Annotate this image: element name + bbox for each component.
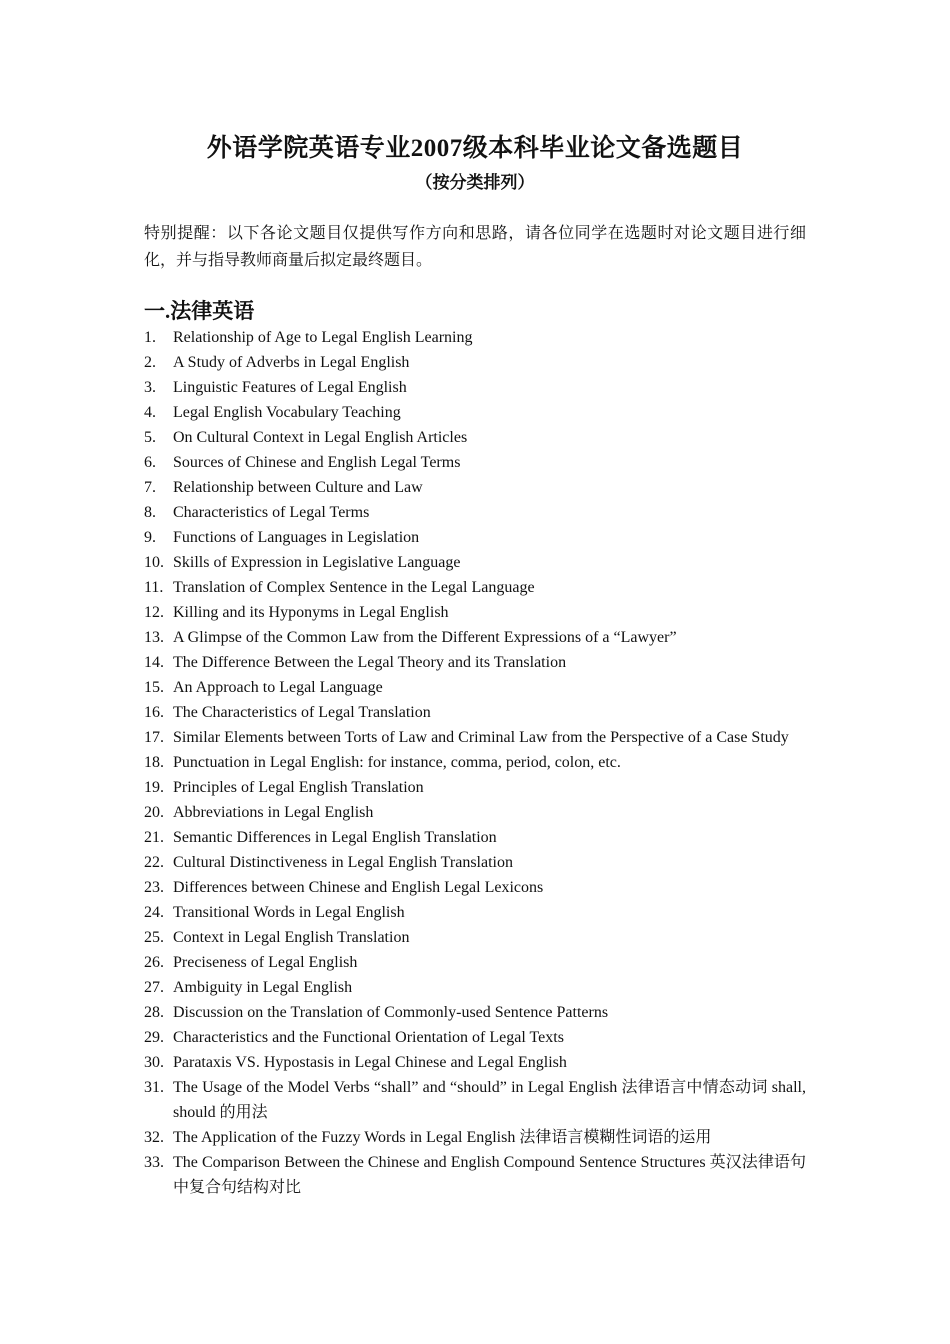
- topic-text: Discussion on the Translation of Commonly-used Sentence Patterns: [173, 1004, 609, 1021]
- section-heading: 一.法律英语: [144, 299, 255, 323]
- section-legal-english: [144, 297, 806, 1200]
- list-item: [144, 950, 806, 975]
- list-item: [144, 325, 806, 350]
- list-item: [144, 575, 806, 600]
- document-subtitle: （按分类排列）: [415, 173, 535, 192]
- topic-list: [144, 325, 806, 1200]
- list-item: [144, 725, 806, 750]
- topic-number: 32.: [144, 1129, 164, 1146]
- list-item: [144, 600, 806, 625]
- topic-number: 19.: [144, 779, 164, 796]
- topic-text: Characteristics of Legal Terms: [173, 504, 370, 521]
- topic-text: The Application of the Fuzzy Words in Legal English 法律语言模糊性词语的运用: [173, 1129, 712, 1146]
- list-item: [144, 1150, 806, 1200]
- topic-text: Ambiguity in Legal English: [173, 979, 353, 996]
- topic-text: Skills of Expression in Legislative Language: [173, 554, 461, 571]
- list-item: [144, 550, 806, 575]
- list-item: [144, 500, 806, 525]
- topic-text: The Difference Between the Legal Theory and its Translation: [173, 654, 567, 671]
- list-item: [144, 825, 806, 850]
- topic-text: A Glimpse of the Common Law from the Different Expressions of a “Lawyer”: [173, 629, 677, 646]
- topic-text: The Usage of the Model Verbs “shall” and “should” in Legal English 法律语言中情态动词 shall, should 的用法: [173, 1079, 806, 1121]
- list-item: [144, 625, 806, 650]
- list-item: [144, 700, 806, 725]
- topic-text: Killing and its Hyponyms in Legal English: [173, 604, 449, 621]
- topic-number: 9.: [144, 529, 156, 546]
- list-item: [144, 775, 806, 800]
- topic-number: 18.: [144, 754, 164, 771]
- topic-number: 1.: [144, 329, 156, 346]
- topic-number: 25.: [144, 929, 164, 946]
- topic-number: 23.: [144, 879, 164, 896]
- topic-text: Transitional Words in Legal English: [173, 904, 405, 921]
- list-item: [144, 1000, 806, 1025]
- topic-text: Translation of Complex Sentence in the Legal Language: [173, 579, 535, 596]
- topic-text: The Comparison Between the Chinese and English Compound Sentence Structures 英汉法律语句中复合句结构对比: [173, 1154, 806, 1196]
- topic-text: Parataxis VS. Hypostasis in Legal Chinese and Legal English: [173, 1054, 567, 1071]
- topic-number: 24.: [144, 904, 164, 921]
- topic-number: 20.: [144, 804, 164, 821]
- list-item: [144, 900, 806, 925]
- list-item: [144, 350, 806, 375]
- topic-number: 14.: [144, 654, 164, 671]
- topic-number: 6.: [144, 454, 156, 471]
- topic-number: 3.: [144, 379, 156, 396]
- topic-number: 22.: [144, 854, 164, 871]
- topic-text: Differences between Chinese and English Legal Lexicons: [173, 879, 544, 896]
- topic-text: Context in Legal English Translation: [173, 929, 410, 946]
- list-item: [144, 475, 806, 500]
- list-item: [144, 800, 806, 825]
- topic-number: 29.: [144, 1029, 164, 1046]
- topic-number: 5.: [144, 429, 156, 446]
- topic-text: Sources of Chinese and English Legal Terms: [173, 454, 461, 471]
- topic-text: Relationship between Culture and Law: [173, 479, 423, 496]
- topic-text: Principles of Legal English Translation: [173, 779, 424, 796]
- topic-number: 4.: [144, 404, 156, 421]
- topic-number: 13.: [144, 629, 164, 646]
- topic-text: The Characteristics of Legal Translation: [173, 704, 431, 721]
- topic-number: 10.: [144, 554, 164, 571]
- topic-number: 31.: [144, 1079, 164, 1096]
- topic-text: Linguistic Features of Legal English: [173, 379, 407, 396]
- topic-text: Abbreviations in Legal English: [173, 804, 374, 821]
- topic-number: 30.: [144, 1054, 164, 1071]
- topic-text: Punctuation in Legal English: for instance, comma, period, colon, etc.: [173, 754, 621, 771]
- topic-text: Similar Elements between Torts of Law and Criminal Law from the Perspective of a Case Study: [173, 729, 789, 746]
- list-item: [144, 375, 806, 400]
- topic-number: 33.: [144, 1154, 164, 1171]
- list-item: [144, 400, 806, 425]
- list-item: [144, 975, 806, 1000]
- topic-number: 11.: [144, 579, 164, 596]
- topic-number: 17.: [144, 729, 164, 746]
- list-item: [144, 1125, 806, 1150]
- document-title: 外语学院英语专业2007级本科毕业论文备选题目: [206, 135, 744, 162]
- topic-text: Cultural Distinctiveness in Legal English Translation: [173, 854, 513, 871]
- list-item: [144, 650, 806, 675]
- topic-number: 7.: [144, 479, 156, 496]
- topic-number: 21.: [144, 829, 164, 846]
- topic-number: 12.: [144, 604, 164, 621]
- topic-number: 16.: [144, 704, 164, 721]
- list-item: [144, 450, 806, 475]
- topic-text: Characteristics and the Functional Orientation of Legal Texts: [173, 1029, 564, 1046]
- topic-number: 8.: [144, 504, 156, 521]
- list-item: [144, 1075, 806, 1125]
- special-notice: 特别提醒：以下各论文题目仅提供写作方向和思路，请各位同学在选题时对论文题目进行细化，并与指导教师商量后拟定最终题目。: [144, 225, 806, 269]
- topic-text: Functions of Languages in Legislation: [173, 529, 420, 546]
- topic-number: 15.: [144, 679, 164, 696]
- topic-text: Relationship of Age to Legal English Learning: [173, 329, 473, 346]
- topic-text: Preciseness of Legal English: [173, 954, 358, 971]
- list-item: [144, 525, 806, 550]
- topic-number: 28.: [144, 1004, 164, 1021]
- list-item: [144, 1025, 806, 1050]
- topic-number: 2.: [144, 354, 156, 371]
- topic-text: On Cultural Context in Legal English Articles: [173, 429, 468, 446]
- topic-text: Semantic Differences in Legal English Translation: [173, 829, 497, 846]
- list-item: [144, 1050, 806, 1075]
- list-item: [144, 750, 806, 775]
- topic-number: 27.: [144, 979, 164, 996]
- topic-number: 26.: [144, 954, 164, 971]
- topic-text: An Approach to Legal Language: [173, 679, 383, 696]
- list-item: [144, 875, 806, 900]
- list-item: [144, 425, 806, 450]
- topic-text: A Study of Adverbs in Legal English: [173, 354, 410, 371]
- topic-text: Legal English Vocabulary Teaching: [173, 404, 401, 421]
- list-item: [144, 675, 806, 700]
- list-item: [144, 850, 806, 875]
- list-item: [144, 925, 806, 950]
- document-page: [144, 132, 806, 1200]
